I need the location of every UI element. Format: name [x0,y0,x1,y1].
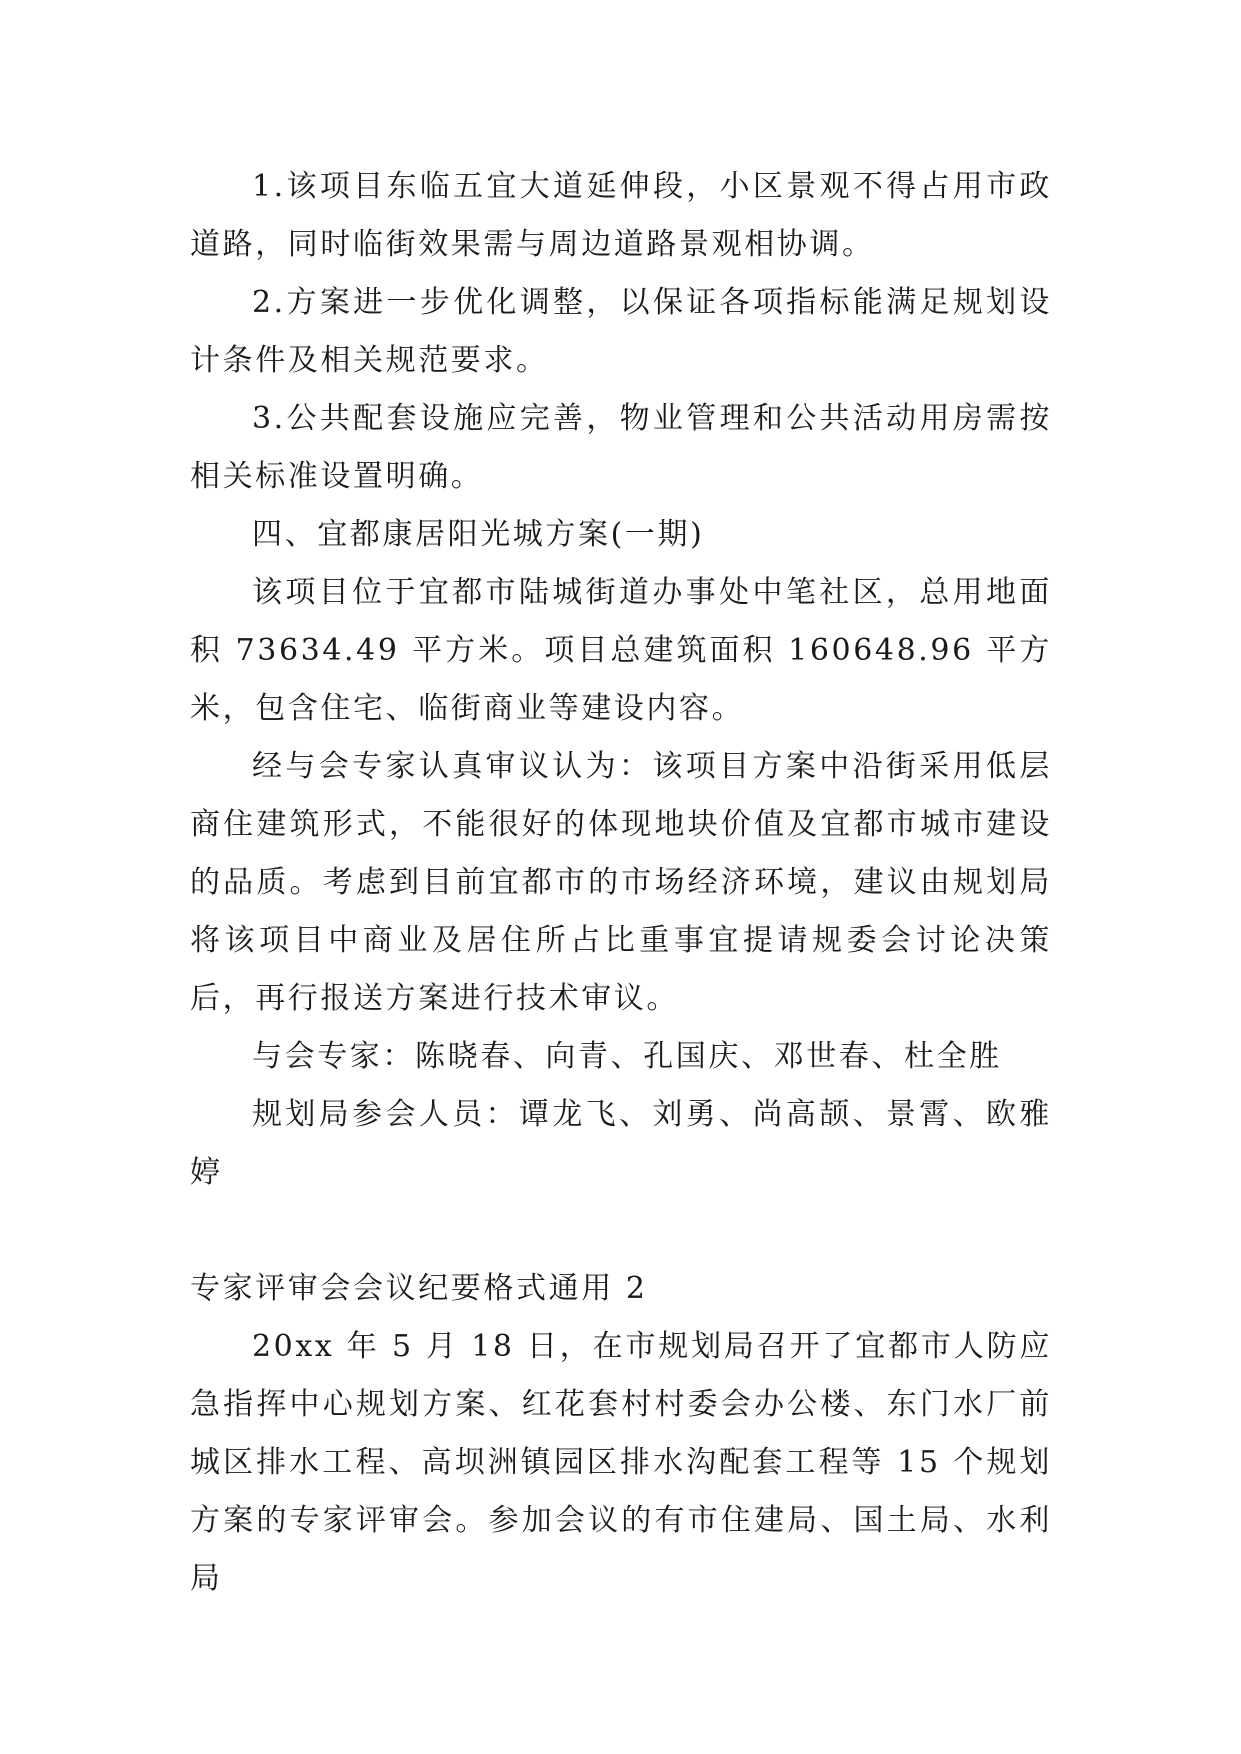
paragraph-item-2: 2.方案进一步优化调整，以保证各项指标能满足规划设计条件及相关规范要求。 [190,285,1052,378]
paragraph-bureau-attendees: 规划局参会人员：谭龙飞、刘勇、尚高颉、景霄、欧雅婷 [190,1097,1052,1190]
section-title: 专家评审会会议纪要格式通用 2 [190,1271,648,1306]
paragraph-meeting-intro: 20xx 年 5 月 18 日，在市规划局召开了宜都市人防应急指挥中心规划方案、红花套村村委会办公楼、东门水厂前城区排水工程、高坝洲镇园区排水沟配套工程等 15 个规划方案的专家评审会。参加会议的有市住建局、国土局、水利局 [190,1329,1052,1596]
paragraph-spacer [190,1202,1052,1260]
paragraph-experts-list: 与会专家：陈晓春、向青、孔国庆、邓世春、杜全胜 [252,1039,1002,1074]
document-body [190,158,1052,1608]
paragraph-expert-opinion: 经与会专家认真审议认为：该项目方案中沿街采用低层商住建筑形式，不能很好的体现地块价值及宜都市城市建设的品质。考虑到目前宜都市的市场经济环境，建议由规划局将该项目中商业及居住所占比重事宜提请规委会讨论决策后，再行报送方案进行技术审议。 [190,749,1052,1016]
section-heading-four: 四、宜都康居阳光城方案(一期) [252,517,705,552]
paragraph-project-info: 该项目位于宜都市陆城街道办事处中笔社区，总用地面积 73634.49 平方米。项目总建筑面积 160648.96 平方米，包含住宅、临街商业等建设内容。 [190,575,1052,726]
paragraph-item-1: 1.该项目东临五宜大道延伸段，小区景观不得占用市政道路，同时临街效果需与周边道路景观相协调。 [190,169,1052,262]
paragraph-item-3: 3.公共配套设施应完善，物业管理和公共活动用房需按相关标准设置明确。 [190,401,1052,494]
